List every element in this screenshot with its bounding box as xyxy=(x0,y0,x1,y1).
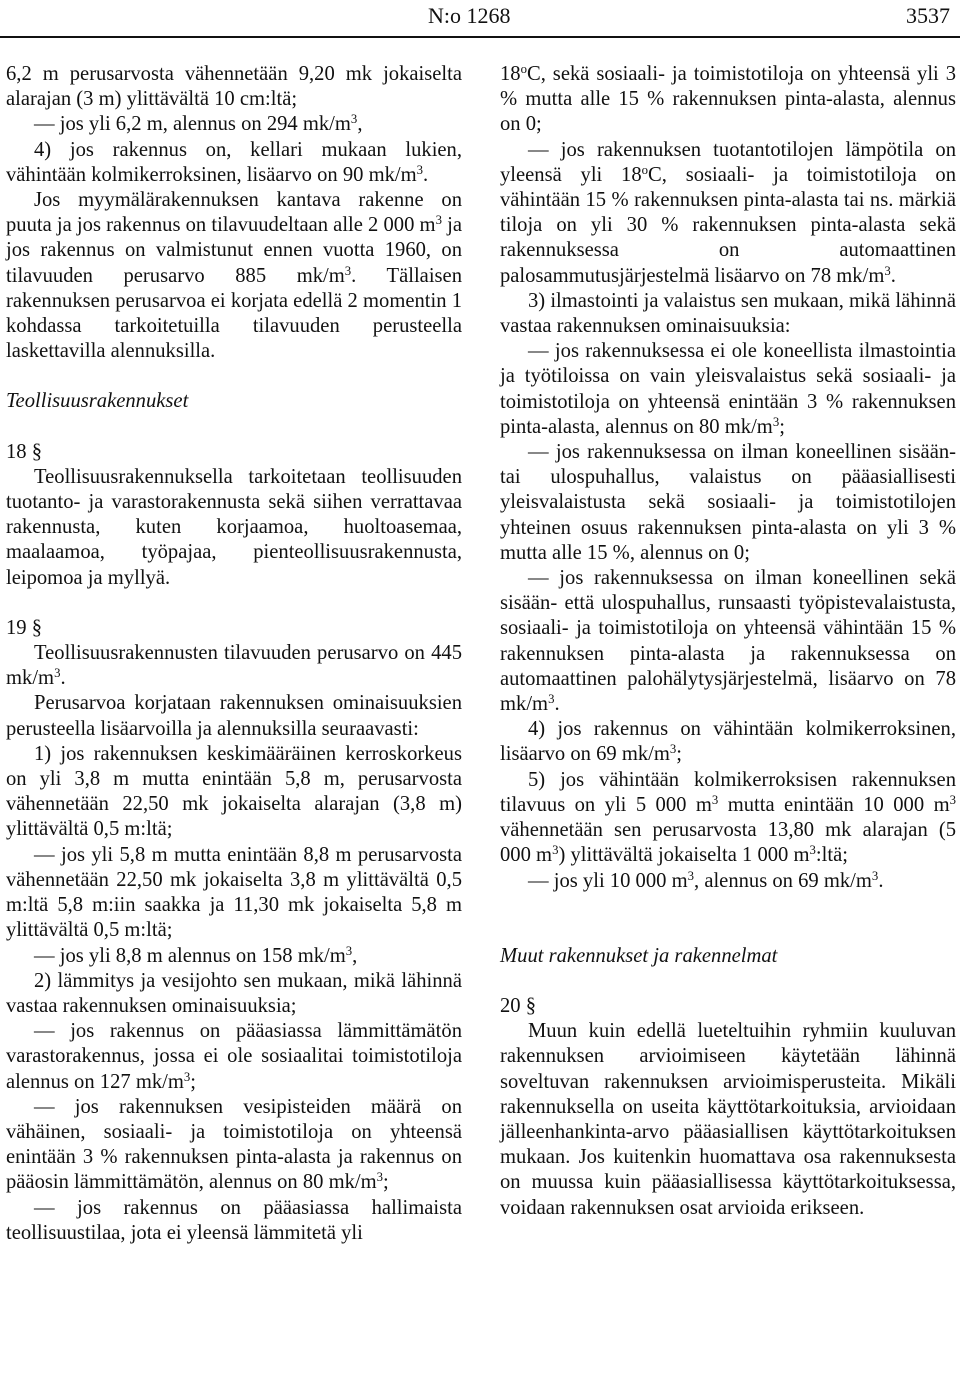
paragraph: — jos yli 5,8 m mutta enintään 8,8 m perusarvosta vähennetään 22,50 mk jokaiselta 3,8 m ylittävältä 0,5 m:ltä 5,8 m:iin saakka ja 11,30 mk jokaiselta 5,8 m ylittävältä 0,5 m:ltä; xyxy=(6,843,462,942)
paragraph: — jos rakennuksen vesipisteiden määrä on vähäinen, sosiaali- ja toimistotiloja on yhteensä enintään 3 % rakennuksen pinta-alasta ja rakennus on pääosin lämmittämätön, alennus on 80 $mk/m^3$; xyxy=(6,1095,462,1194)
paragraph: — jos rakennuksessa ei ole koneellista ilmastointia ja työtiloissa on vain yleisvalaistus sekä sosiaali- ja toimistotiloja on yhteensä enintään 3 % rakennuksen pinta-alasta, alennus on 80 $mk/m^3$; xyxy=(500,340,956,438)
section-heading: Muut rakennukset ja rakennelmat xyxy=(500,944,778,967)
paragraph: 5) jos vähintään kolmikerroksisen rakennuksen tilavuus on yli 5 000 $m^3$ mutta enintään 10 000 $m^3$ vähennetään sen perusarvosta 13,80 mk alarajan (5 000 $m^3$) ylittävältä jokaiselta 1 000 $m^3:ltä$; xyxy=(500,768,956,867)
paragraph: — jos yli 6,2 m, alennus on 294 $mk/m^3$, xyxy=(34,112,363,136)
paragraph: — jos yli 8,8 m alennus on 158 $mk/m^3$, xyxy=(34,943,358,967)
left-column xyxy=(6,62,462,1246)
paragraph: — jos yli 10 000 $m^3$, alennus on 69 $mk/m^3$. xyxy=(528,868,884,892)
paragraph: Muun kuin edellä lueteltuihin ryhmiin kuuluvan rakennuksen arvioimiseen käytetään lähinnä soveltuvan rakennuksen arvioimisperusteita. Mikäli rakennuksella on useita käyttötarkoituksia, arvioidaan jälleenhankinta-arvo pääasiallisen käyttötarkoituksen mukaan. Jos kuitenkin huomattava osa rakennuksesta on muussa kuin pääasiallisessa käyttötarkoituksessa, voidaan rakennuksen osat arvioida erikseen. xyxy=(500,1020,956,1219)
paragraph: 1) jos rakennuksen keskimääräinen kerroskorkeus on yli 3,8 m mutta enintään 5,8 m, perusarvosta vähennetään 22,50 mk jokaiselta alarajan (3,8 m) ylittävältä 0,5 m:ltä; xyxy=(6,742,462,841)
paragraph: 4) jos rakennus on, kellari mukaan lukien, vähintään kolmikerroksinen, lisäarvo on 90 $mk/m^3$. xyxy=(6,138,462,186)
paragraph: 18$^o$C, sekä sosiaali- ja toimistotiloja on yhteensä yli 3 % mutta alle 15 % rakennuksen pinta-alasta, alennus on 0; xyxy=(500,61,956,136)
paragraph: — jos rakennus on pääasiassa hallimaista teollisuustilaa, jota ei yleensä lämmitetä yli xyxy=(6,1196,462,1244)
header-rule xyxy=(0,36,960,38)
section-number: 18 § xyxy=(6,440,43,463)
paragraph: Teollisuusrakennusten tilavuuden perusarvo on 445 $mk/m^3$. xyxy=(6,642,462,690)
paragraph: — jos rakennuksen tuotantotilojen lämpötila on yleensä yli 18$^o$C, sosiaali- ja toimistotiloja on vähintään 15 % rakennuksen pinta-alasta tai ns. märkiä tiloja on yli 30 % rakennuksen pinta-alasta sekä rakennuksessa on automaattinen palosammutusjärjestelmä lisäarvo on 78 $mk/m^3$. xyxy=(500,138,956,287)
page-header xyxy=(0,0,960,30)
paragraph: — jos rakennus on pääasiassa lämmittämätön varastorakennus, jossa ei ole sosiaalitai toimistotiloja alennus on 127 $mk/m^3$; xyxy=(6,1020,462,1093)
page-number: 3537 xyxy=(906,3,950,28)
paragraph: Perusarvoa korjataan rakennuksen ominaisuuksien perusteella lisäarvoilla ja alennuksilla seuraavasti: xyxy=(6,692,462,740)
paragraph: 3) ilmastointi ja valaistus sen mukaan, mikä lähinnä vastaa rakennuksen ominaisuuksia: xyxy=(500,289,956,338)
paragraph: 2) lämmitys ja vesijohto sen mukaan, mikä lähinnä vastaa rakennuksen ominaisuuksia; xyxy=(6,969,462,1017)
paragraph: 6,2 m perusarvosta vähennetään 9,20 mk jokaiselta alarajan (3 m) ylittävältä 10 cm:ltä; xyxy=(6,63,462,111)
section-number: 20 § xyxy=(500,994,537,1017)
paragraph: 4) jos rakennus on vähintään kolmikerroksinen, lisäarvo on 69 $mk/m^3$; xyxy=(500,718,956,766)
paragraph: — jos rakennuksessa on ilman koneellinen sekä sisään- että ulospuhallus, runsaasti työpistevalaistusta, sosiaali- ja toimistotiloja on yhteensä vähintään 15 % rakennuksen pinta-alasta ja rakennuksessa on automaattinen palohälytysjärjestelmä, lisäarvo on 78 $mk/m^3$. xyxy=(500,567,956,716)
right-column xyxy=(500,62,956,1221)
section-number: 19 § xyxy=(6,616,43,639)
section-heading: Teollisuusrakennukset xyxy=(6,390,189,413)
paragraph: — jos rakennuksessa on ilman koneellinen sisään- tai ulospuhallus, valaistus on pääasiallisesti yleisvalaistusta sekä sosiaali- ja toimistotilojen yhteinen osuus rakennuksen pinta-alasta on yli 3 % mutta alle 15 %, alennus on 0; xyxy=(500,441,956,564)
paragraph: Teollisuusrakennuksella tarkoitetaan teollisuuden tuotanto- ja varastorakennusta sekä siihen verrattavaa rakennusta, kuten korjaamoa, huoltoasemaa, maalaamoa, työpajaa, pienteollisuusrakennusta, leipomoa ja myllyä. xyxy=(6,465,462,589)
issue-number: N:o 1268 xyxy=(428,3,511,28)
paragraph: Jos myymälärakennuksen kantava rakenne on puuta ja jos rakennus on tilavuudeltaan alle 2 000 $m^3$ ja jos rakennus on valmistunut ennen vuotta 1960, on tilavuuden perusarvo 885 $mk/m^3$. Tällaisen rakennuksen perusarvoa ei korjata edellä 2 momentin 1 kohdassa tarkoitetuilla tilavuuden perusteella laskettavilla alennuksilla. xyxy=(6,189,462,363)
